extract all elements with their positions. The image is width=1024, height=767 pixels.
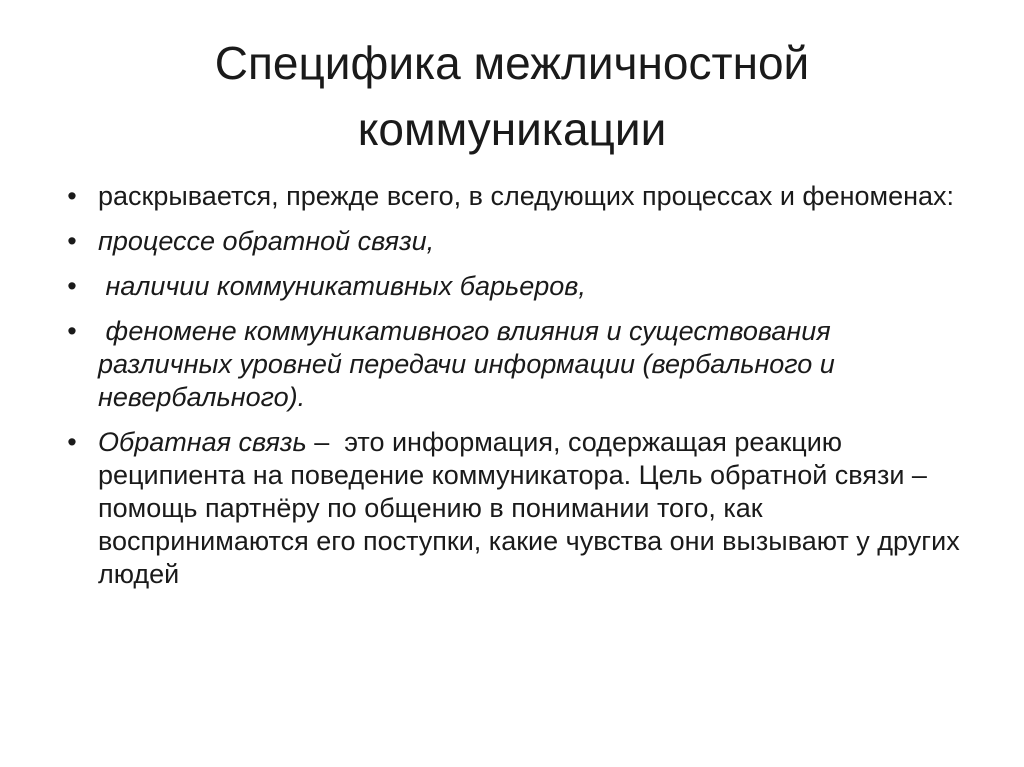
bullet-icon: • <box>67 316 77 346</box>
bullet-item <box>62 180 962 213</box>
bullet-icon: • <box>67 181 77 211</box>
bullet-italic-text: феномене коммуникативного влияния и существования различных уровней передачи информации (вербального и невербального). <box>98 316 843 412</box>
bullet-item <box>62 270 962 303</box>
bullet-text: раскрывается, прежде всего, в следующих процессах и феноменах: <box>98 181 955 211</box>
bullet-list <box>62 180 968 603</box>
bullet-icon: • <box>67 226 77 256</box>
bullet-item <box>62 426 968 591</box>
bullet-italic-text: наличии коммуникативных барьеров, <box>98 271 586 301</box>
slide-title: Специфика межличностной коммуникации <box>214 37 810 155</box>
bullet-text: – это информация, содержащая реакцию реципиента на поведение коммуникатора. Цель обратной связи – помощь партнёру по общению в понимании того, как воспринимаются его поступки, какие чувства они вызывают у других людей <box>98 427 968 589</box>
bullet-italic-text: Обратная связь <box>98 427 307 457</box>
bullet-icon: • <box>67 427 77 457</box>
bullet-item <box>62 225 962 258</box>
bullet-italic-text: процессе обратной связи, <box>98 226 435 256</box>
bullet-icon: • <box>67 271 77 301</box>
bullet-item <box>62 315 962 414</box>
